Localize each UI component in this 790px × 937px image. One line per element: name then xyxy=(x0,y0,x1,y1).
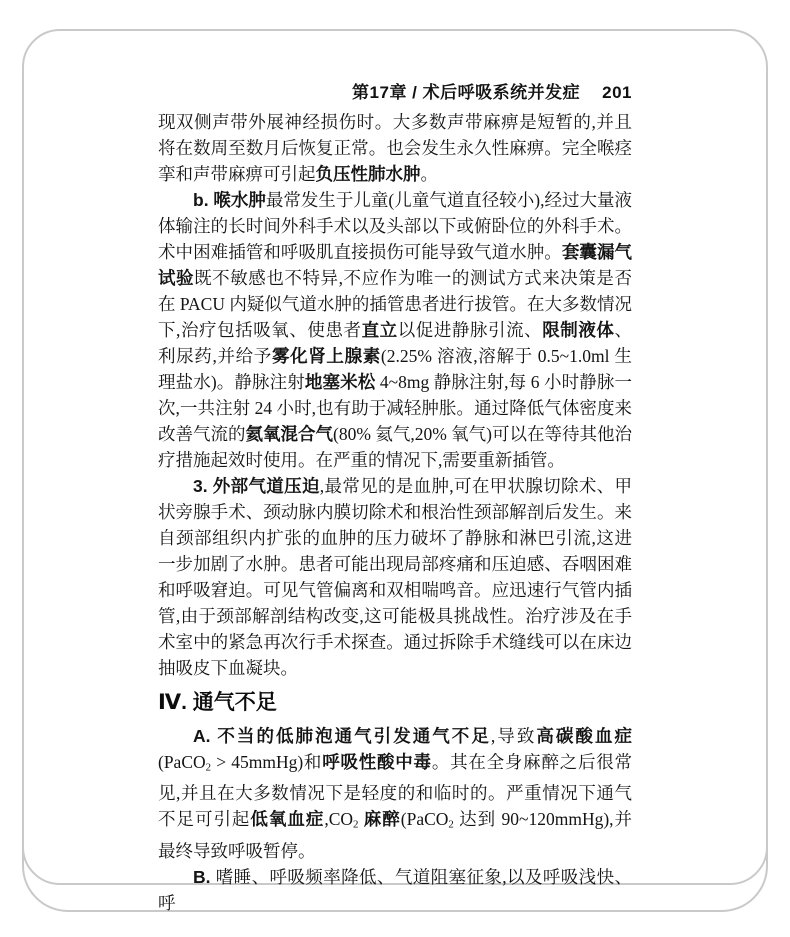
emphasized-term: 地塞米松 xyxy=(304,372,376,392)
paragraph xyxy=(158,109,632,187)
emphasized-term: 3. 外部气道压迫 xyxy=(193,476,320,496)
chapter-title: 第17章 / 术后呼吸系统并发症 xyxy=(352,83,581,102)
text-run: 既不敏感也不特异,不应作为唯一的测试方式来决策是否在 PACU 内疑似气道水肿的插管患者进行拔管。在大多数情况下,治疗包括吸氧、使患者 xyxy=(158,268,632,340)
text-run: (2.25% 溶液,溶解于 0.5~1.0ml 生理盐水)。静脉注射 xyxy=(158,346,633,392)
text-run: (80% 氦气,20% 氧气)可以在等待其他治疗措施起效时使用。在严重的情况下,需要重新插管。 xyxy=(158,424,633,470)
body-content xyxy=(158,109,632,916)
subscript: 2 xyxy=(205,761,212,774)
text-run: 嗜睡、呼吸频率降低、气道阻塞征象,以及呼吸浅快、呼 xyxy=(158,866,632,913)
emphasized-term: B. xyxy=(193,866,216,887)
emphasized-term: 负压性肺水肿 xyxy=(315,164,421,184)
text-run: ,最常见的是血肿,可在甲状腺切除术、甲状旁腺手术、颈动脉内膜切除术和根治性颈部解剖后发生。来自颈部组织内扩张的血肿的压力破坏了静脉和淋巴引流,这进一步加剧了水肿。患者可能出现局部疼痛和压迫感、吞咽困难和呼吸窘迫。可见气管偏离和双相喘鸣音。应迅速行气管内插管,由于颈部解剖结构改变,这可能极具挑战性。治疗涉及在手术室中的紧急再次行手术探查。通过拆除手术缝线可以在床边抽吸皮下血凝块。 xyxy=(158,476,632,678)
subscript: 2 xyxy=(353,818,359,831)
emphasized-term: 麻醉 xyxy=(363,809,401,830)
paragraph xyxy=(158,864,632,916)
paragraph xyxy=(158,187,632,473)
text-run: 最常发生于儿童(儿童气道直径较小),经过大量液体输注的长时间外科手术以及头部以下或俯卧位的外科手术。术中困难插管和呼吸肌直接损伤可能导致气道水肿。 xyxy=(158,190,632,262)
paragraph xyxy=(158,473,632,681)
paragraph xyxy=(158,723,632,864)
text-run: 4~8mg 静脉注射,每 6 小时静脉一次,一共注射 24 小时,也有助于减轻肿胀。通过降低气体密度来改善气流的 xyxy=(158,372,633,444)
section-heading: Ⅳ. 通气不足 xyxy=(158,691,277,714)
emphasized-term: 高碳酸血症 xyxy=(536,726,632,746)
text-run: 。 xyxy=(420,164,438,184)
page-number: 201 xyxy=(602,83,632,102)
emphasized-term: 呼吸性酸中毒 xyxy=(322,752,432,772)
emphasized-term: 氦氧混合气 xyxy=(245,424,334,444)
emphasized-term: 低氧血症 xyxy=(250,809,325,830)
text-run: (PaCO xyxy=(158,752,206,772)
emphasized-term: 直立 xyxy=(361,320,398,340)
text-run: 达到 90~120mmHg),并最终导致呼吸暂停。 xyxy=(158,809,633,861)
emphasized-term: b. 喉水肿 xyxy=(193,190,266,210)
running-header xyxy=(352,78,632,103)
text-run: 、利尿药,并给予 xyxy=(158,320,632,366)
emphasized-term: 限制液体 xyxy=(542,320,615,340)
text-run: 现双侧声带外展神经损伤时。大多数声带麻痹是短暂的,并且将在数周至数月后恢复正常。也会发生永久性麻痹。完全喉痉挛和声带麻痹可引起 xyxy=(158,112,632,184)
text-run: 。其在全身麻醉之后很常见,并且在大多数情况下是轻度的和临时的。严重情况下通气不足可引起 xyxy=(158,752,633,830)
emphasized-term: 雾化肾上腺素 xyxy=(271,346,381,366)
subscript: 2 xyxy=(448,818,454,831)
emphasized-term: 套囊漏气试验 xyxy=(158,242,633,288)
text-run: ,导致 xyxy=(490,726,537,746)
emphasized-term: A. 不当的低肺泡通气引发通气不足 xyxy=(193,726,491,746)
text-run: > 45mmHg)和 xyxy=(211,752,323,772)
text-run: (PaCO xyxy=(400,809,449,830)
text-run: ,CO xyxy=(324,809,354,830)
text-run: 以促进静脉引流、 xyxy=(397,320,543,340)
